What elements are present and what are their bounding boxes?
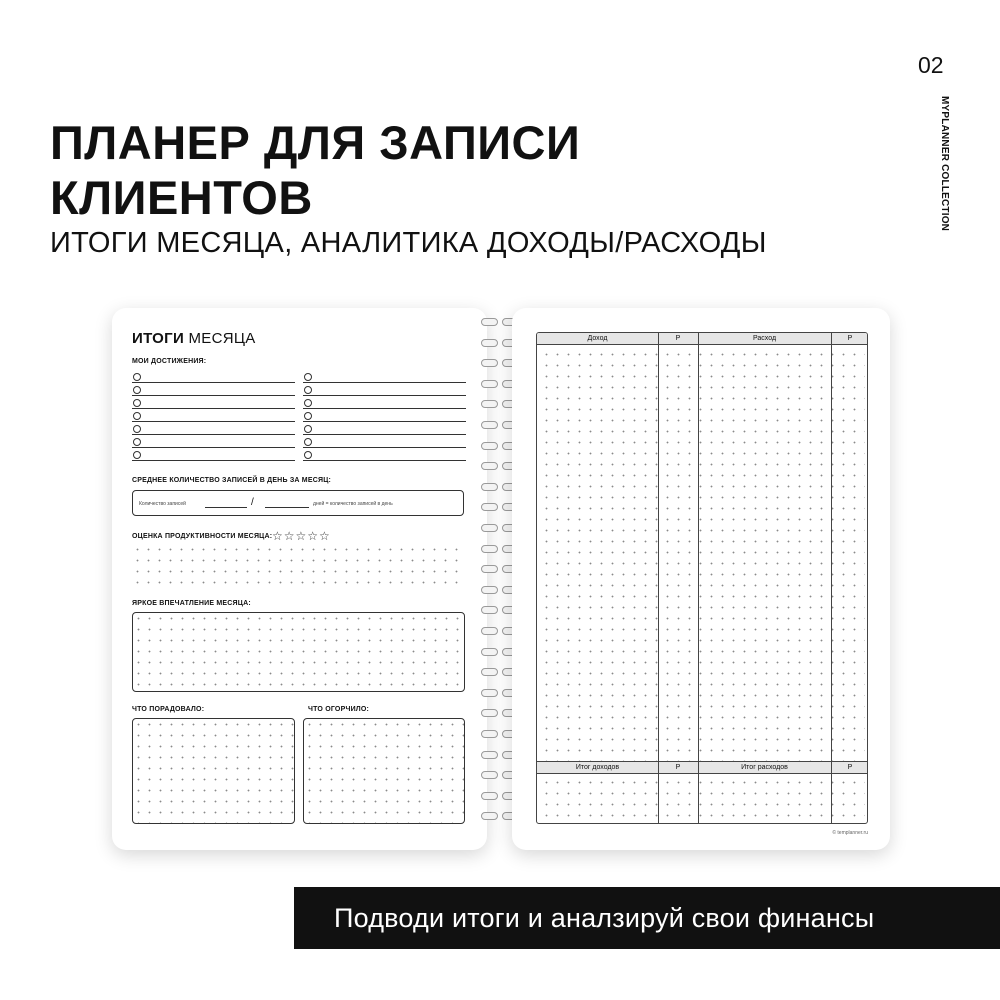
totals-divider-3 [831, 762, 832, 824]
page-subtitle: ИТОГИ МЕСЯЦА, АНАЛИТИКА ДОХОДЫ/РАСХОДЫ [50, 227, 767, 259]
checkbox-circle-icon[interactable] [304, 451, 312, 459]
achievement-row [132, 396, 466, 409]
rating-notes-dots [132, 544, 466, 592]
checkbox-circle-icon[interactable] [304, 373, 312, 381]
totals-dots [541, 777, 865, 821]
caption-banner: Подводи итоги и аналзируй свои финансы [294, 887, 1000, 949]
rating-stars[interactable]: ☆☆☆☆☆ [272, 529, 331, 543]
achievements-label: МОИ ДОСТИЖЕНИЯ: [132, 358, 207, 365]
income-total-currency: Р [658, 762, 698, 774]
income-total-label: Итог доходов [537, 762, 658, 774]
achievement-row [132, 422, 466, 435]
page-number: 02 [918, 52, 944, 78]
column-divider [698, 333, 699, 761]
avg-records-box [132, 490, 464, 516]
checkbox-circle-icon[interactable] [133, 451, 141, 459]
impression-box [132, 612, 465, 692]
achievement-line[interactable] [303, 422, 466, 435]
achievement-line[interactable] [132, 396, 295, 409]
left-page-title-rest: МЕСЯЦА [188, 330, 256, 347]
achievement-line[interactable] [303, 409, 466, 422]
checkbox-circle-icon[interactable] [133, 425, 141, 433]
checkbox-circle-icon[interactable] [133, 412, 141, 420]
page-title [50, 115, 580, 225]
right-planner-page [512, 308, 890, 850]
checkbox-circle-icon[interactable] [304, 425, 312, 433]
avg-records-blank[interactable] [205, 507, 247, 508]
achievement-line[interactable] [132, 448, 295, 461]
avg-hint-right: дней = количество записей в день [313, 501, 393, 507]
checkbox-circle-icon[interactable] [304, 399, 312, 407]
income-currency-divider [658, 333, 659, 761]
totals-divider-2 [698, 762, 699, 824]
expense-currency-header: Р [831, 333, 868, 345]
achievement-line[interactable] [132, 435, 295, 448]
title-line-2: КЛИЕНТОВ [50, 171, 313, 224]
finance-entries-dots [541, 349, 865, 763]
income-header: Доход [537, 333, 658, 345]
checkbox-circle-icon[interactable] [304, 386, 312, 394]
achievement-line[interactable] [303, 383, 466, 396]
finance-table [536, 332, 868, 824]
achievement-line[interactable] [132, 383, 295, 396]
income-currency-header: Р [658, 333, 698, 345]
avg-days-blank[interactable] [265, 507, 309, 508]
checkbox-circle-icon[interactable] [133, 386, 141, 394]
achievement-line[interactable] [132, 422, 295, 435]
achievement-row [132, 370, 466, 383]
rating-label: ОЦЕНКА ПРОДУКТИВНОСТИ МЕСЯЦА: [132, 533, 273, 540]
totals-divider-1 [658, 762, 659, 824]
achievement-line[interactable] [303, 370, 466, 383]
checkbox-circle-icon[interactable] [133, 399, 141, 407]
brand-label: MYPLANNER COLLECTION [939, 96, 950, 232]
checkbox-circle-icon[interactable] [304, 412, 312, 420]
upset-box [303, 718, 465, 824]
achievements-list [132, 370, 466, 461]
pleased-box [132, 718, 295, 824]
achievement-line[interactable] [303, 448, 466, 461]
achievement-line[interactable] [132, 409, 295, 422]
left-page-title-bold: ИТОГИ [132, 330, 185, 347]
avg-hint-left: Количество записей [139, 501, 186, 507]
title-line-1: ПЛАНЕР ДЛЯ ЗАПИСИ [50, 116, 581, 169]
achievement-row [132, 448, 466, 461]
impression-label: ЯРКОЕ ВПЕЧАТЛЕНИЕ МЕСЯЦА: [132, 600, 251, 607]
achievement-line[interactable] [303, 435, 466, 448]
left-planner-page [112, 308, 487, 850]
left-page-title [132, 330, 256, 347]
achievement-row [132, 409, 466, 422]
avg-separator: / [251, 497, 254, 508]
achievement-row [132, 435, 466, 448]
upset-label: ЧТО ОГОРЧИЛО: [308, 706, 370, 713]
achievement-line[interactable] [303, 396, 466, 409]
pleased-label: ЧТО ПОРАДОВАЛО: [132, 706, 205, 713]
expense-total-label: Итог расходов [698, 762, 831, 774]
checkbox-circle-icon[interactable] [133, 373, 141, 381]
expense-header: Расход [698, 333, 831, 345]
achievement-line[interactable] [132, 370, 295, 383]
avg-records-label: СРЕДНЕЕ КОЛИЧЕСТВО ЗАПИСЕЙ В ДЕНЬ ЗА МЕСЯЦ: [132, 477, 332, 484]
achievement-row [132, 383, 466, 396]
checkbox-circle-icon[interactable] [304, 438, 312, 446]
copyright: © templanner.ru [832, 830, 868, 836]
expense-total-currency: Р [831, 762, 868, 774]
checkbox-circle-icon[interactable] [133, 438, 141, 446]
expense-currency-divider [831, 333, 832, 761]
